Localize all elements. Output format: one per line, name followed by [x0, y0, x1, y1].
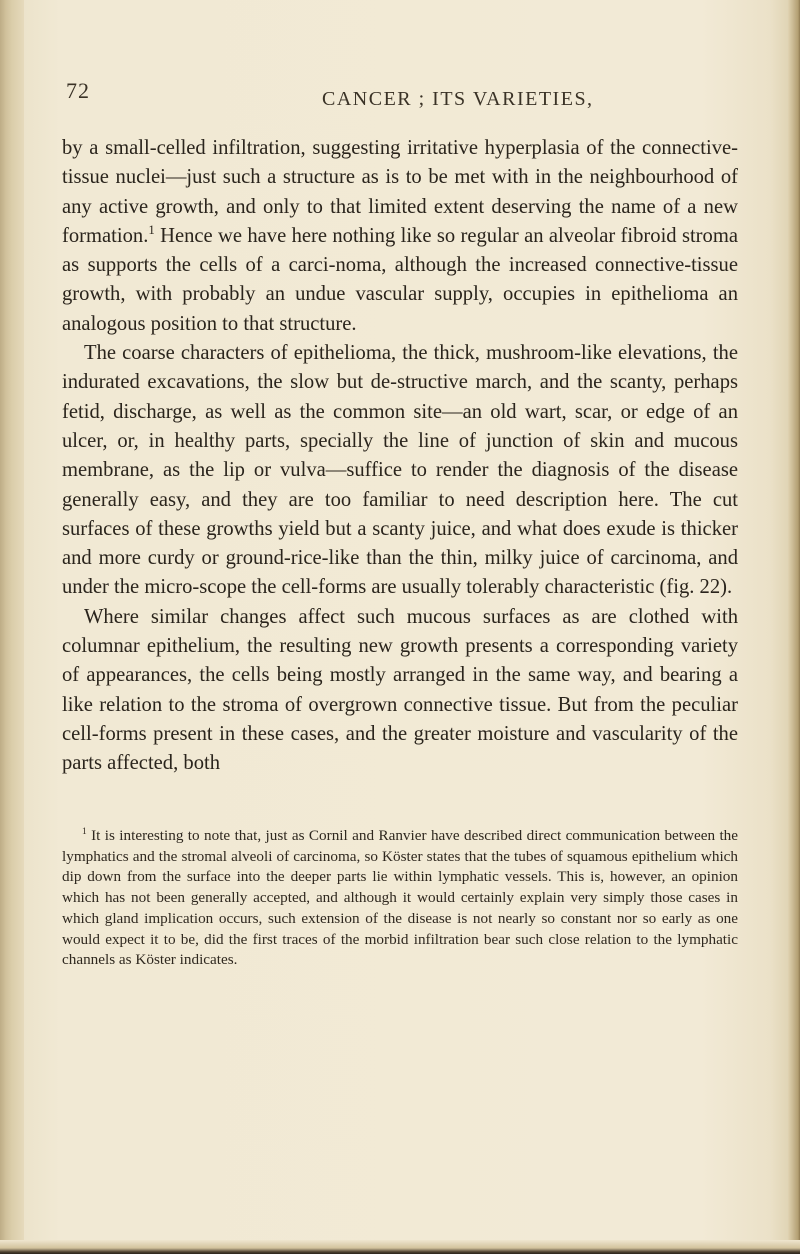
- running-head: CANCER ; ITS VARIETIES,: [322, 88, 594, 110]
- paragraph-1: [62, 134, 738, 339]
- footnote: [62, 826, 738, 971]
- footnote-marker: 1: [82, 826, 87, 837]
- body-text: [62, 134, 738, 779]
- page-number: 72: [66, 78, 90, 103]
- page-header: [62, 78, 762, 118]
- page-edge-right: [788, 0, 800, 1254]
- footnote-text: It is interesting to note that, just as Cornil and Ranvier have described direct communication between the lymphatics and the stromal alveoli of carcinoma, so Köster states that the tubes of squamous epithelium which dip down from the surface into the deeper parts lie within lymphatic vessels. This is, however, an opinion which has not been generally accepted, and although it would certainly explain very simply those cases in which gland implication occurs, such extension of the disease is not nearly so constant nor so early as one would expect it to be, did the first traces of the morbid infiltration bear such close relation to the lymphatic channels as Köster indicates.: [62, 827, 738, 969]
- paragraph-1-text-b: Hence we have here nothing like so regular an alveolar fibroid stroma as supports the cells of a carci-noma, although the increased connective-tissue growth, with probably an undue vascular supply, occupies in epithelioma an analogous position to that structure.: [62, 224, 738, 335]
- page-gutter-shadow: [0, 0, 24, 1254]
- paragraph-2: The coarse characters of epithelioma, the thick, mushroom-like elevations, the indurated excavations, the slow but de-structive march, and the scanty, perhaps fetid, discharge, as well as the common site—an old wart, scar, or edge of an ulcer, or, in healthy parts, specially the line of junction of skin and mucous membrane, as the lip or vulva—suffice to render the diagnosis of the disease generally easy, and they are too familiar to need description here. The cut surfaces of these growths yield but a scanty juice, and what does exude is thicker and more curdy or ground-rice-like than the thin, milky juice of carcinoma, and under the micro-scope the cell-forms are usually tolerably characteristic (fig. 22).: [62, 342, 738, 599]
- page-edge-bottom: [0, 1240, 800, 1254]
- paragraph-3: Where similar changes affect such mucous surfaces as are clothed with columnar epithelium, the resulting new growth presents a corresponding variety of appearances, the cells being mostly arranged in the same way, and bearing a like relation to the stroma of overgrown connective tissue. But from the peculiar cell-forms present in these cases, and the greater moisture and vascularity of the parts affected, both: [62, 605, 738, 775]
- footnote-reference: 1: [148, 223, 155, 238]
- paragraph-1-text-a: by a small-celled infiltration, suggesting irritative hyperplasia of the connective-tissue nuclei—just such a structure as is to be met with in the neighbourhood of any active growth, and only to that limited extent deserving the name of a new formation.: [62, 137, 738, 247]
